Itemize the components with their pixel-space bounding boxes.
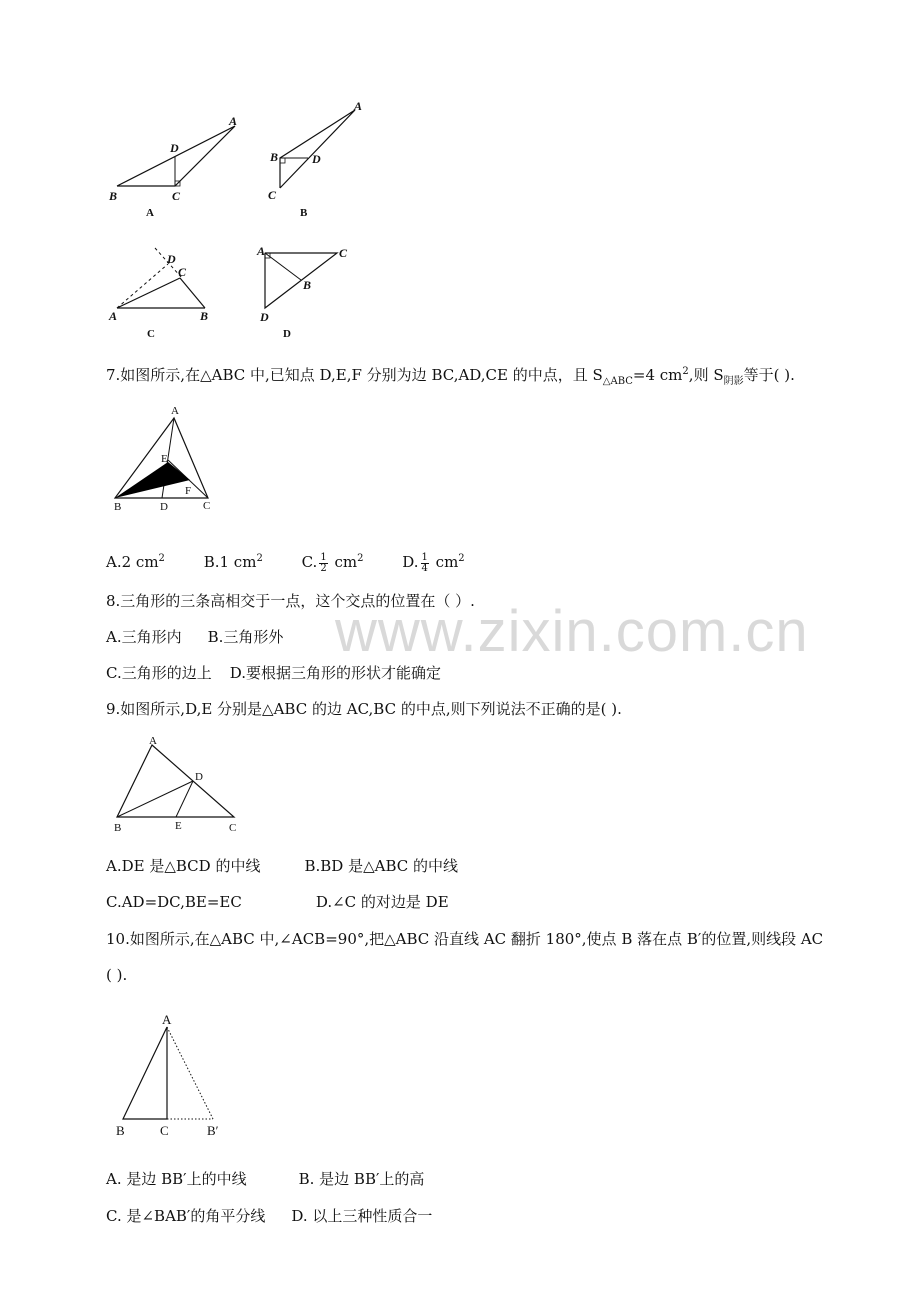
- label-c: C: [172, 189, 181, 203]
- label-d: D: [312, 152, 321, 166]
- label-d: D: [170, 141, 179, 155]
- question-10-options-row1: [106, 1169, 424, 1189]
- label-d: D: [167, 252, 176, 266]
- figure-q6-option-d: [255, 243, 365, 343]
- label-b: B: [270, 150, 279, 164]
- label-f: F: [185, 485, 192, 497]
- figure-caption: A: [146, 207, 154, 219]
- question-8-stem: 8.三角形的三条高相交于一点，这个交点的位置在（ ）.: [106, 592, 475, 610]
- label-a: A: [257, 244, 266, 258]
- label-a: A: [162, 1012, 172, 1027]
- label-c: C: [268, 188, 277, 202]
- option-b: B.BD 是△ABC 的中线: [304, 857, 458, 875]
- question-10-stem: 10.如图所示,在△ABC 中,∠ACB=90°,把△ABC 沿直线 AC 翻折 180°,使点 B 落在点 B′的位置,则线段 AC: [106, 930, 824, 948]
- option-c: C. $\frac{1}{2}$ $cm^2$: [301, 551, 364, 574]
- question-8-options-row2: [106, 663, 441, 683]
- label-b-prime: B′: [207, 1123, 219, 1138]
- figure-q6-option-b: [260, 95, 380, 225]
- figure-caption: C: [147, 328, 155, 340]
- option-c: C.AD=DC,BE=EC: [106, 893, 242, 911]
- option-d: D. 以上三种性质合一: [291, 1207, 433, 1225]
- option-b: B. 是边 BB′上的高: [298, 1170, 425, 1188]
- question-9-options-row2: [106, 892, 449, 912]
- figure-q9: [108, 735, 248, 837]
- option-a: A.三角形内: [106, 628, 182, 646]
- label-b: B: [116, 1123, 125, 1138]
- label-e: E: [175, 820, 182, 832]
- option-b: B.三角形外: [207, 628, 284, 646]
- label-b: B: [114, 501, 122, 513]
- option-c: C.三角形的边上: [106, 664, 212, 682]
- label-b: B: [303, 278, 312, 292]
- watermark: www.zixin.com.cn: [335, 599, 809, 664]
- label-d: D: [195, 771, 203, 783]
- figure-q7: [100, 400, 225, 518]
- question-9-stem: 9.如图所示,D,E 分别是△ABC 的边 AC,BC 的中点,则下列说法不正确的是( ).: [106, 700, 622, 718]
- option-c: C. 是∠BAB′的角平分线: [106, 1207, 266, 1225]
- question-7-options: [106, 549, 499, 574]
- figure-caption: B: [300, 207, 308, 219]
- figure-q6-option-a: [100, 108, 250, 223]
- label-c: C: [178, 265, 187, 279]
- figure-q10: [110, 1007, 240, 1142]
- figure-caption: D: [283, 328, 291, 340]
- label-a: A: [109, 309, 118, 323]
- option-b: B.1 $cm^2$: [203, 553, 263, 571]
- label-d: D: [260, 310, 269, 324]
- question-9-options-row1: [106, 856, 458, 876]
- label-c: C: [339, 246, 348, 260]
- question-8-options-row1: [106, 627, 283, 647]
- label-a: A: [354, 99, 363, 113]
- label-a: A: [171, 405, 179, 417]
- option-a: A.2 $cm^2$: [106, 553, 165, 571]
- question-10-stem-cont: ( ).: [106, 966, 128, 984]
- label-e: E: [161, 453, 168, 465]
- figure-q6-option-c: [100, 243, 230, 343]
- label-b: B: [109, 189, 118, 203]
- option-a: A.DE 是△BCD 的中线: [106, 857, 261, 875]
- option-a: A. 是边 BB′上的中线: [106, 1170, 247, 1188]
- label-a: A: [229, 114, 238, 128]
- label-b: B: [200, 309, 209, 323]
- label-b: B: [114, 822, 122, 834]
- option-d: D.∠C 的对边是 DE: [315, 893, 449, 911]
- label-d: D: [160, 501, 168, 513]
- option-d: D. $\frac{1}{4}$ $cm^2$: [402, 551, 465, 574]
- label-c: C: [160, 1123, 169, 1138]
- label-a: A: [149, 735, 157, 747]
- label-c: C: [203, 500, 211, 512]
- label-c: C: [229, 822, 237, 834]
- question-10-options-row2: [106, 1206, 432, 1226]
- question-7-stem: 7.如图所示,在△ABC 中,已知点 D,E,F 分别为边 BC,AD,CE 的中点，且 $S_{\triangle ABC}=4$ $cm^2$,则 $S_{阴影}$等于( ).: [106, 366, 795, 387]
- option-d: D.要根据三角形的形状才能确定: [229, 664, 441, 682]
